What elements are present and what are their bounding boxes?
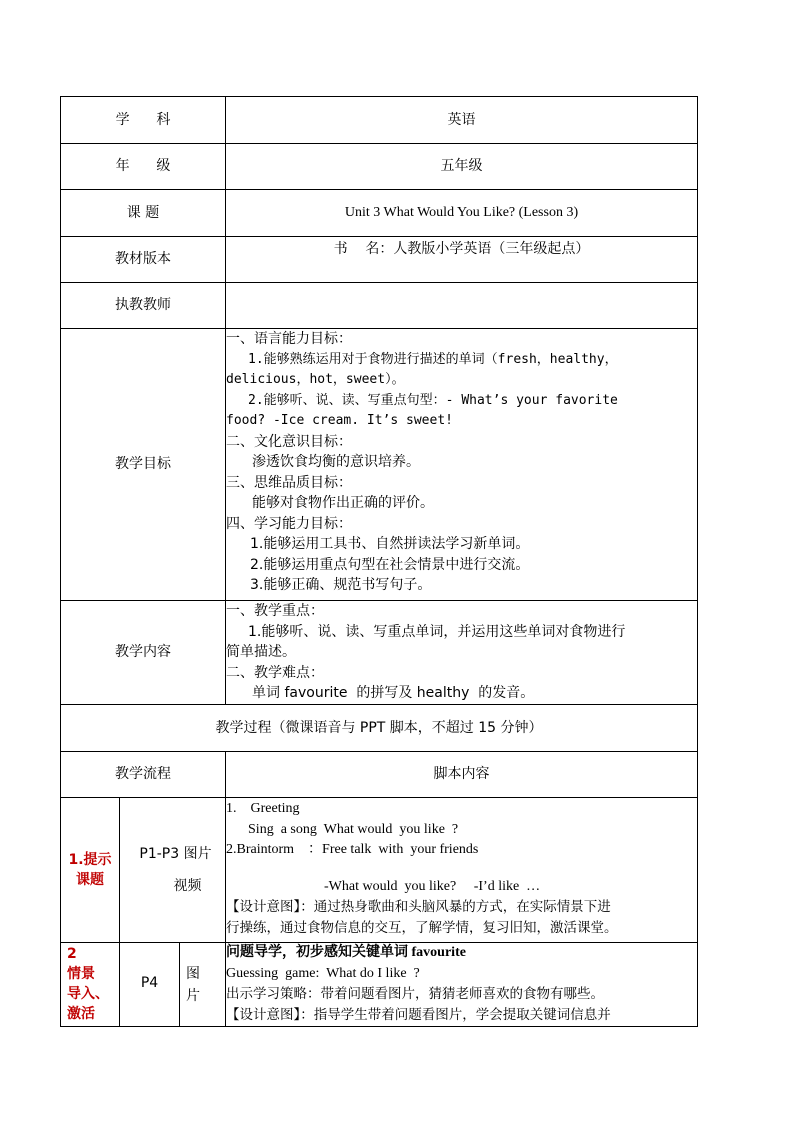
step1-line: 2.Braintorm ：Free talk with your friends [226,842,479,857]
step2-script [226,943,698,1027]
row-grade [61,144,698,190]
flow-value: 脚本内容 [226,752,698,798]
step1-label-line: 1.提示 [68,851,112,868]
row-topic [61,190,698,237]
row-goals [61,329,698,601]
goals-line: 四、学习能力目标： [226,515,353,532]
topic-label: 课 题 [61,190,226,237]
row-content [61,601,698,705]
step1-line: Sing a song What would you like ? [248,821,459,837]
content-label: 教学内容 [61,601,226,705]
goals-line: 2.能够听、说、读、写重点句型：- What’s your favorite [248,392,618,408]
goals-line: 一、语言能力目标： [226,331,353,347]
goals-line: 1.能够熟练运用对于食物进行描述的单词（fresh，healthy， [248,351,618,367]
goals-line: 能够对食物作出正确的评价。 [252,495,435,511]
step1-script [226,798,698,943]
content-line: 单词 favourite 的拼写及 healthy 的发音。 [252,685,535,701]
grade-label: 年 级 [61,144,226,190]
step2-media [180,943,226,1027]
step1-label [61,798,120,943]
step1-label-line: 课题 [76,872,104,888]
row-teacher [61,283,698,329]
step1-slides: P1-P3 图片 [139,845,212,862]
row-process-header [61,705,698,752]
subject-value: 英语 [226,97,698,144]
teacher-value [226,283,698,329]
content-line: 二、教学难点： [226,664,325,681]
teacher-label: 执教教师 [61,283,226,329]
step2-label-line: 导入、 [67,986,109,1002]
goals-line: 渗透饮食均衡的意识培养。 [252,454,421,470]
step2-media-type: 图片 [186,966,200,1004]
step1-line: 【设计意图】：通过热身歌曲和头脑风暴的方式，在实际情景下进 [226,899,611,915]
step1-media-type: 视频 [173,878,202,894]
content-line: 简单描述。 [226,644,297,660]
step2-label-line: 激活 [67,1006,95,1022]
flow-label: 教学流程 [61,752,226,798]
step2-line: Guessing game: What do I like ? [226,965,420,981]
subject-label: 学 科 [61,97,226,144]
process-header: 教学过程（微课语音与 PPT 脚本，不超过 15 分钟） [61,705,698,752]
goals-content [226,329,698,601]
row-textbook [61,237,698,283]
content-line: 一、教学重点： [226,603,325,619]
content-line: 1.能够听、说、读、写重点单词，并运用这些单词对食物进行 [248,623,626,640]
step1-line: -What would you like? -I’d like … [324,878,541,894]
goals-line: 3.能够正确、规范书写句子。 [250,577,432,593]
goals-line: 1.能够运用工具书、自然拼读法学习新单词。 [250,536,530,552]
lesson-plan-table [60,96,698,1027]
step2-line: 出示学习策略：带着问题看图片，猜猜老师喜欢的食物有哪些。 [226,986,605,1002]
row-subject [61,97,698,144]
goals-line: 2.能够运用重点句型在社会情景中进行交流。 [250,556,530,573]
step1-line: 行操练，通过食物信息的交互，了解学情，复习旧知，激活课堂。 [226,919,618,936]
content-body [226,601,698,705]
textbook-label: 教材版本 [61,237,226,283]
step2-label [61,943,120,1027]
step2-slides: P4 [120,943,180,1027]
row-step2 [61,943,698,1027]
row-flow-header [61,752,698,798]
goals-line: delicious，hot，sweet）。 [226,372,405,387]
grade-value: 五年级 [226,144,698,190]
topic-value: Unit 3 What Would You Like? (Lesson 3) [226,190,698,237]
goals-line: 三、思维品质目标： [226,474,353,491]
step1-line: 1. Greeting [226,801,300,816]
goals-line: 二、文化意识目标： [226,433,353,450]
textbook-value: 书 名：人教版小学英语（三年级起点） [226,237,698,283]
step2-line: 【设计意图】：指导学生带着问题看图片，学会提取关键词信息并 [226,1006,611,1023]
goals-line: food? -Ice cream. It’s sweet! [226,413,453,428]
step2-label-line: 情景 [67,966,95,982]
row-step1 [61,798,698,943]
step2-line: 问题导学，初步感知关键单词 favourite [226,945,466,960]
goals-label: 教学目标 [61,329,226,601]
step2-label-line: 2 [67,946,77,962]
step1-media [120,798,226,943]
